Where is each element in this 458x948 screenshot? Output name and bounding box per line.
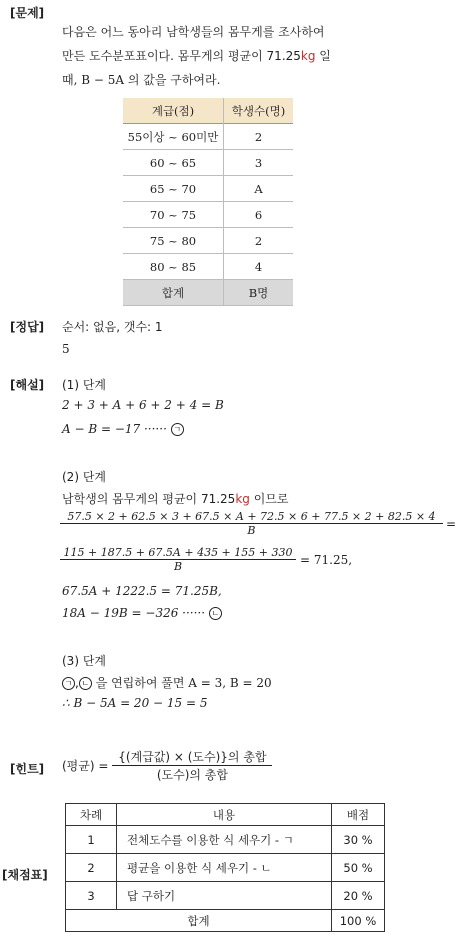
table-row: 75 ~ 80 2 <box>123 228 293 254</box>
step2-eq4: 18A − 19B = −326 ······ ㄴ <box>62 606 222 620</box>
fraction-1 <box>60 510 456 537</box>
table-row: 70 ~ 75 6 <box>123 202 293 228</box>
footer-total-value: B명 <box>224 280 294 306</box>
grading-row: 1 전체도수를 이용한 식 세우기 - ㄱ 30 % <box>66 826 385 854</box>
table-footer-row <box>123 280 293 306</box>
step3-final: ∴ B − 5A = 20 − 15 = 5 <box>62 696 208 710</box>
step1-eq1: 2 + 3 + A + 6 + 2 + 4 = B <box>62 398 224 412</box>
problem-line-1: 다음은 어느 동아리 남학생들의 몸무게를 조사하여 <box>62 25 325 39</box>
grading-header-row: 차례 내용 배점 <box>66 804 385 826</box>
hint-denominator: (도수)의 총합 <box>156 768 228 782</box>
problem-line-2: 만든 도수분포표이다. 몸무게의 평균이 71.25kg 일 <box>62 49 331 63</box>
fraction-1-equals: = <box>445 516 456 531</box>
answer-label: [정답] <box>10 320 45 334</box>
footer-total-label: 합계 <box>123 280 224 306</box>
grading-table <box>65 803 385 932</box>
unit-kg: kg <box>300 49 316 63</box>
fraction-1-numerator: 57.5 × 2 + 62.5 × 3 + 67.5 × A + 72.5 × 6 + 77.5 × 2 + 82.5 × 4 <box>60 510 443 524</box>
circle-mark-1: ㄱ <box>171 423 184 436</box>
step3-title: (3) 단계 <box>62 654 106 668</box>
step1-eq2: A − B = −17 ······ ㄱ <box>62 422 184 436</box>
table-header-row <box>123 98 293 124</box>
hint-label: [힌트] <box>10 762 45 776</box>
header-count: 학생수(명) <box>224 98 294 124</box>
step2-text: 남학생의 몸무게의 평균이 71.25kg 이므로 <box>62 492 289 506</box>
step2-title: (2) 단계 <box>62 470 106 484</box>
frequency-table <box>123 98 293 306</box>
fraction-1-denominator: B <box>247 524 256 537</box>
hint-lhs: (평균) = <box>62 759 109 773</box>
fraction-2-numerator: 115 + 187.5 + 67.5A + 435 + 155 + 330 <box>60 546 296 560</box>
problem-label: [문제] <box>10 6 45 20</box>
step2-eq3: 67.5A + 1222.5 = 71.25B, <box>62 584 222 598</box>
grading-row: 3 답 구하기 20 % <box>66 882 385 910</box>
grading-row: 2 평균을 이용한 식 세우기 - ㄴ 50 % <box>66 854 385 882</box>
circle-mark-2: ㄴ <box>79 677 92 690</box>
grading-total-row: 합계 100 % <box>66 910 385 932</box>
table-row: 60 ~ 65 3 <box>123 150 293 176</box>
fraction-2-rhs: = 71.25, <box>300 552 353 567</box>
hint-formula <box>62 748 272 783</box>
fraction-2 <box>60 546 352 573</box>
table-row: 80 ~ 85 4 <box>123 254 293 280</box>
table-row: 55이상 ~ 60미만 2 <box>123 124 293 150</box>
solution-label: [해설] <box>10 378 45 392</box>
header-class: 계급(점) <box>123 98 224 124</box>
circle-mark-1: ㄱ <box>62 677 75 690</box>
grading-label: [채점표] <box>2 868 48 882</box>
step1-title: (1) 단계 <box>62 378 106 392</box>
problem-line-3: 때, B − 5A 의 값을 구하여라. <box>62 73 221 87</box>
problem-text <box>62 20 331 92</box>
answer-meta: 순서: 없음, 갯수: 1 <box>62 320 163 334</box>
step3-text: ㄱ , ㄴ 을 연립하여 풀면 A = 3, B = 20 <box>62 674 272 691</box>
table-row: 65 ~ 70 A <box>123 176 293 202</box>
circle-mark-2: ㄴ <box>209 607 222 620</box>
hint-numerator: {(계급값) × (도수)}의 총합 <box>112 748 272 766</box>
fraction-2-denominator: B <box>173 560 183 573</box>
answer-value: 5 <box>62 342 70 356</box>
